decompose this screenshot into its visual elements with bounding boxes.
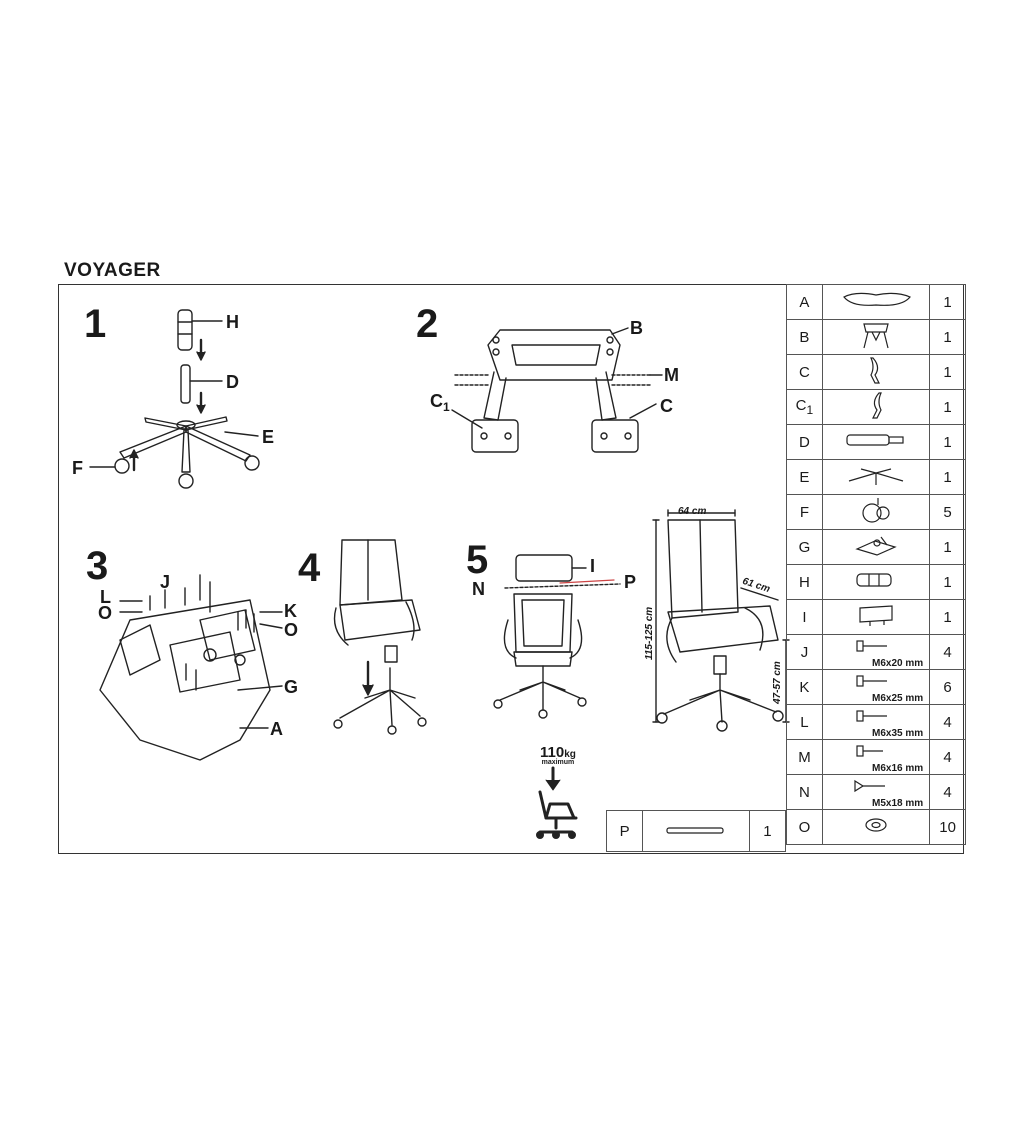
dimension-depth: 61 cm <box>740 575 772 596</box>
part-letter: I <box>787 600 823 635</box>
step5-illustration <box>494 555 620 718</box>
part-qty: 1 <box>930 355 966 390</box>
part-p-row <box>606 810 786 852</box>
screw-size: M6x16 mm <box>872 763 924 774</box>
back-frame-drawing <box>488 330 620 380</box>
screw-icon <box>822 705 929 740</box>
callout-label: L <box>100 587 111 607</box>
screw-size: M6x35 mm <box>872 728 924 739</box>
headrest-drawing <box>516 555 572 581</box>
caster-icon <box>822 495 929 530</box>
part-letter: O <box>787 810 823 845</box>
dimensioned-chair-illustration <box>653 510 789 731</box>
screw-icon <box>822 635 929 670</box>
step4-illustration <box>334 540 426 734</box>
armrest-left-drawing <box>484 372 506 420</box>
parts-row <box>787 740 966 775</box>
seat-icon <box>822 285 929 320</box>
step-number-3: 3 <box>86 544 109 588</box>
dimension-seat-height: 47-57 cm <box>772 661 783 704</box>
step-number-1: 1 <box>84 302 107 346</box>
part-qty: 6 <box>930 670 966 705</box>
callout-label: B <box>630 318 643 338</box>
screw-icon <box>822 775 929 810</box>
parts-row <box>787 810 966 845</box>
part-letter: N <box>787 775 823 810</box>
callout-label: F <box>72 458 83 478</box>
callout-label: E <box>262 427 275 447</box>
parts-row <box>787 600 966 635</box>
armrest-icon <box>822 355 929 390</box>
step3-illustration <box>100 575 282 760</box>
part-qty: 1 <box>930 320 966 355</box>
part-qty: 1 <box>763 822 772 840</box>
parts-row <box>787 530 966 565</box>
callout-label: J <box>160 572 171 592</box>
back-frame-icon <box>822 320 929 355</box>
dimension-height: 115-125 cm <box>644 606 655 660</box>
part-qty: 5 <box>930 495 966 530</box>
parts-row <box>787 425 966 460</box>
callout-label: H <box>226 312 239 332</box>
dimension-width: 64 cm <box>678 506 707 517</box>
part-qty: 1 <box>930 565 966 600</box>
part-qty: 4 <box>930 775 966 810</box>
step1-illustration <box>90 310 259 488</box>
parts-row <box>787 390 966 425</box>
cylinder-cover-drawing <box>178 310 192 350</box>
part-letter: D <box>787 425 823 460</box>
part-letter: H <box>787 565 823 600</box>
part-letter: P <box>607 811 643 851</box>
parts-row <box>787 635 966 670</box>
part-qty: 1 <box>930 600 966 635</box>
parts-row <box>787 495 966 530</box>
callout-label: G <box>284 677 299 697</box>
screw-icon <box>822 670 929 705</box>
seat-drawing <box>100 600 270 760</box>
screw-size: M6x25 mm <box>872 693 924 704</box>
step-number-2: 2 <box>416 302 439 346</box>
gas-lift-drawing <box>181 365 190 403</box>
step-number-5: 5 <box>466 538 489 582</box>
part-letter: A <box>787 285 823 320</box>
callout-label: D <box>226 372 239 392</box>
gas-lift-icon <box>822 425 929 460</box>
armrest-left-icon <box>822 390 929 425</box>
document-title: VOYAGER <box>64 260 161 281</box>
part-letter-c1: $C_1$ <box>787 390 823 425</box>
screw-size: M6x20 mm <box>872 658 924 669</box>
callout-label: P <box>624 572 637 592</box>
part-qty: 10 <box>930 810 966 845</box>
parts-row <box>787 320 966 355</box>
parts-row <box>787 705 966 740</box>
parts-row <box>787 460 966 495</box>
part-letter: C <box>787 355 823 390</box>
step-number-4: 4 <box>298 546 321 590</box>
part-letter: J <box>787 635 823 670</box>
part-qty: 1 <box>930 530 966 565</box>
screw-icon <box>822 740 929 775</box>
part-qty: 4 <box>930 740 966 775</box>
parts-row <box>787 355 966 390</box>
part-letter: G <box>787 530 823 565</box>
max-load-label: 110kg maximum <box>540 744 576 766</box>
part-letter: B <box>787 320 823 355</box>
callout-label-c1: $C_1$ <box>430 391 450 414</box>
callout-label: A <box>270 719 283 739</box>
cylinder-cover-icon <box>822 565 929 600</box>
headrest-icon <box>822 600 929 635</box>
part-qty: 1 <box>930 285 966 320</box>
chair-back-drawing <box>340 540 402 605</box>
callout-label: N <box>472 579 485 599</box>
star-base-drawing <box>115 417 259 488</box>
part-letter: M <box>787 740 823 775</box>
callout-label: K <box>284 601 297 621</box>
part-qty: 1 <box>930 390 966 425</box>
part-letter: F <box>787 495 823 530</box>
callout-label: C <box>660 396 673 416</box>
part-qty: 1 <box>930 425 966 460</box>
parts-row <box>787 775 966 810</box>
allen-key-icon <box>643 811 750 851</box>
max-load-chair-symbol <box>538 768 577 838</box>
callout-label: M <box>664 365 679 385</box>
mechanism-icon <box>822 530 929 565</box>
screw-size: M5x18 mm <box>872 798 924 809</box>
part-qty: 1 <box>930 460 966 495</box>
part-letter: L <box>787 705 823 740</box>
step2-illustration <box>452 328 662 452</box>
part-letter: K <box>787 670 823 705</box>
washer-icon <box>822 810 929 845</box>
part-qty: 4 <box>930 705 966 740</box>
part-qty: 4 <box>930 635 966 670</box>
parts-row <box>787 285 966 320</box>
part-letter: E <box>787 460 823 495</box>
parts-row <box>787 670 966 705</box>
star-base-icon <box>822 460 929 495</box>
armrest-right-drawing <box>596 372 616 420</box>
parts-list <box>786 284 966 845</box>
parts-row <box>787 565 966 600</box>
callout-label: O <box>284 620 299 640</box>
callout-label: O <box>98 603 113 623</box>
callout-label: I <box>590 556 596 576</box>
